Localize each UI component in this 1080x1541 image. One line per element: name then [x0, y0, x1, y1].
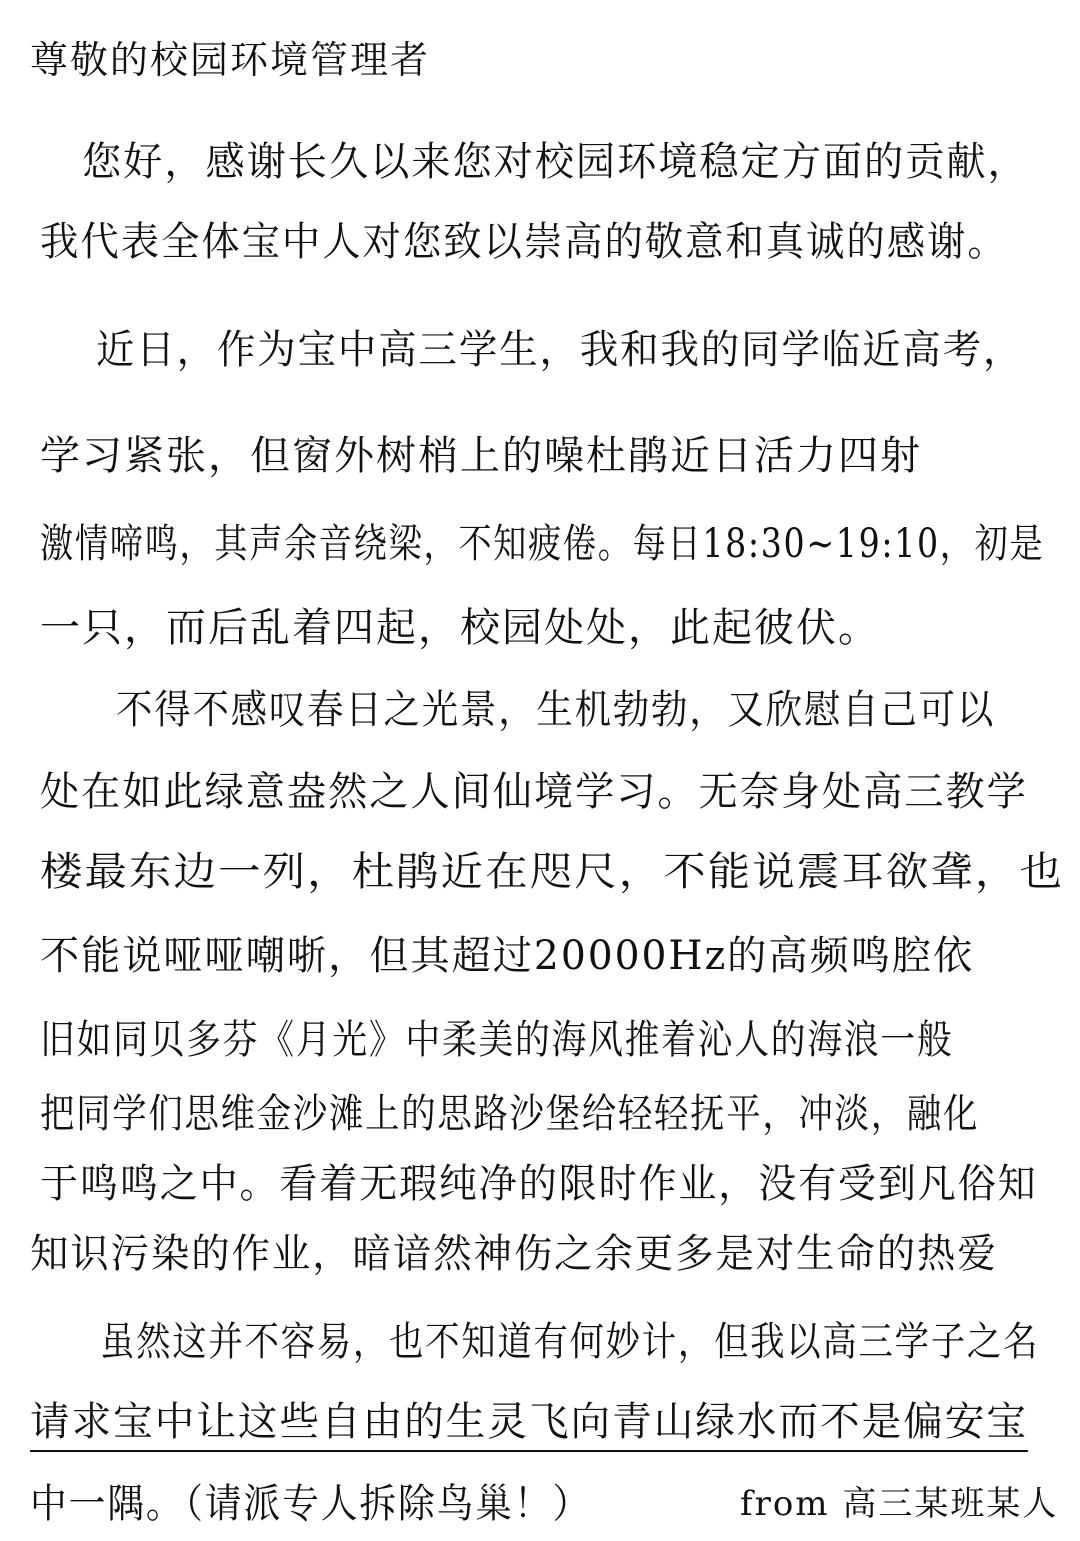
- letter-line-16: 请求宝中让这些自由的生灵飞向青山绿水而不是偏安宝: [30, 1398, 1028, 1452]
- letter-line-7: 不得不感叹春日之光景，生机勃勃，又欣慰自己可以: [116, 687, 996, 733]
- letter-line-13: 于鸣鸣之中。看着无瑕纯净的限时作业，没有受到凡俗知: [40, 1161, 1038, 1207]
- letter-line-17: 中一隅。（请派专人拆除鸟巢！）: [30, 1481, 592, 1527]
- letter-line-12: 把同学们思维金沙滩上的思路沙堡给轻轻抚平，冲淡，融化: [40, 1091, 980, 1137]
- letter-line-11: 旧如同贝多芬《月光》中柔美的海风推着沁人的海浪一般: [40, 1017, 954, 1063]
- letter-line-9: 楼最东边一列，杜鹃近在咫尺，不能说震耳欲聋，也: [40, 849, 1064, 895]
- letter-line-10: 不能说哑哑嘲哳，但其超过20000Hz的高频鸣腔依: [40, 933, 975, 979]
- letter-line-3: 近日，作为宝中高三学生，我和我的同学临近高考，: [96, 327, 1024, 373]
- letter-line-1: 您好，感谢长久以来您对校园环境稳定方面的贡献，: [82, 139, 1029, 185]
- letter-line-15: 虽然这并不容易，也不知道有何妙计，但我以高三学子之名: [100, 1319, 1040, 1365]
- letter-line-2: 我代表全体宝中人对您致以崇高的敬意和真诚的感谢。: [40, 219, 1008, 265]
- letter-line-8: 处在如此绿意盎然之人间仙境学习。无奈身处高三教学: [40, 769, 1028, 815]
- letter-salutation: 尊敬的校园环境管理者: [30, 38, 431, 82]
- letter-line-6: 一只，而后乱着四起，校园处处，此起彼伏。: [40, 605, 880, 651]
- letter-line-14: 知识污染的作业，暗谙然神伤之余更多是对生命的热爱: [30, 1231, 998, 1277]
- letter-line-4: 学习紧张，但窗外树梢上的噪杜鹃近日活力四射: [40, 433, 922, 479]
- letter-signature: from 高三某班某人: [740, 1484, 1059, 1524]
- letter-line-5: 激情啼鸣，其声余音绕梁，不知疲倦。每日18:30~19:10，初是: [40, 521, 1045, 567]
